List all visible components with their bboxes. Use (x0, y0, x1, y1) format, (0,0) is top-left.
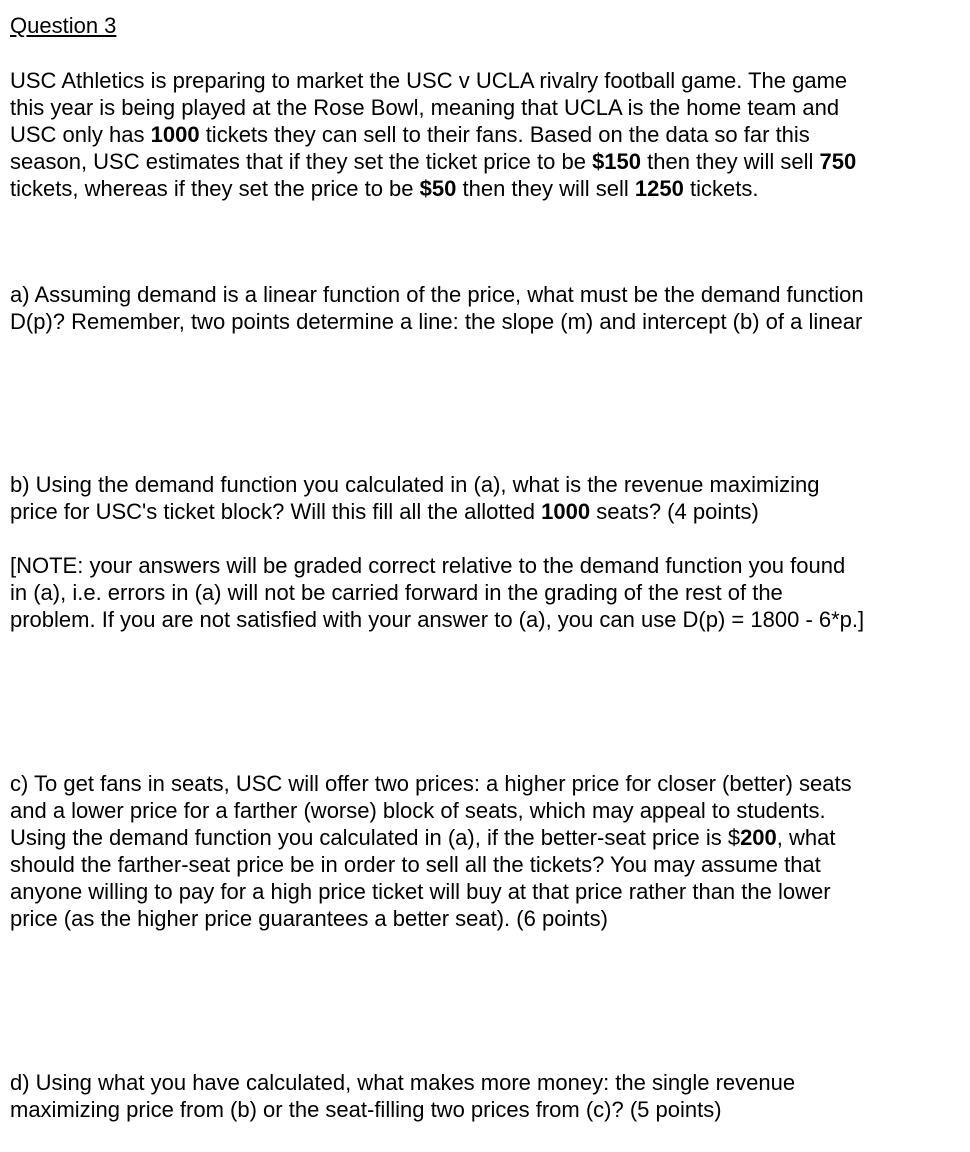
part-a-paragraph (10, 281, 864, 335)
seat-count: 1000 (541, 499, 591, 524)
part-a-line-2: D(p)? Remember, two points determine a line: the slope (m) and intercept (b) of a linear (10, 309, 863, 334)
part-c-line-3: Using the demand function you calculated in (a), if the better-seat price is $200, what (10, 825, 836, 850)
quantity-high: 1250 (634, 176, 684, 201)
part-c-line-2: and a lower price for a farther (worse) block of seats, which may appeal to students. (10, 798, 826, 823)
question-title: Question 3 (10, 13, 117, 38)
part-a-line-1: a) Assuming demand is a linear function of the price, what must be the demand function (10, 282, 864, 307)
intro-line-1: USC Athletics is preparing to market the USC v UCLA rivalry football game. The game (10, 68, 848, 93)
intro-line-2: this year is being played at the Rose Bowl, meaning that UCLA is the home team and (10, 95, 840, 120)
note-line-3: problem. If you are not satisfied with your answer to (a), you can use D(p) = 1800 - 6*p.] (10, 607, 865, 632)
price-low: $50 (419, 176, 457, 201)
quantity-low: 750 (819, 149, 857, 174)
intro-paragraph (10, 67, 856, 202)
intro-line-4: season, USC estimates that if they set the ticket price to be $150 then they will sell 750 (10, 149, 857, 174)
part-d-line-1: d) Using what you have calculated, what makes more money: the single revenue (10, 1070, 796, 1095)
intro-line-5: tickets, whereas if they set the price to be $50 then they will sell 1250 tickets. (10, 176, 759, 201)
part-c-line-6: price (as the higher price guarantees a better seat). (6 points) (10, 906, 608, 931)
part-d-paragraph (10, 1069, 795, 1123)
better-seat-price: 200 (740, 825, 777, 850)
part-b-paragraph (10, 471, 820, 525)
note-paragraph (10, 552, 864, 633)
note-line-2: in (a), i.e. errors in (a) will not be carried forward in the grading of the rest of the (10, 580, 783, 605)
part-c-line-1: c) To get fans in seats, USC will offer two prices: a higher price for closer (better) seats (10, 771, 852, 796)
part-b-line-2: price for USC's ticket block? Will this fill all the allotted 1000 seats? (4 points) (10, 499, 759, 524)
part-b-line-1: b) Using the demand function you calculated in (a), what is the revenue maximizing (10, 472, 820, 497)
intro-line-3: USC only has 1000 tickets they can sell to their fans. Based on the data so far this (10, 122, 810, 147)
ticket-count: 1000 (150, 122, 200, 147)
part-c-line-5: anyone willing to pay for a high price ticket will buy at that price rather than the lower (10, 879, 831, 904)
part-d-line-2: maximizing price from (b) or the seat-filling two prices from (c)? (5 points) (10, 1097, 722, 1122)
part-c-line-4: should the farther-seat price be in order to sell all the tickets? You may assume that (10, 852, 821, 877)
part-c-paragraph (10, 770, 852, 932)
price-high: $150 (592, 149, 642, 174)
note-line-1: [NOTE: your answers will be graded correct relative to the demand function you found (10, 553, 846, 578)
